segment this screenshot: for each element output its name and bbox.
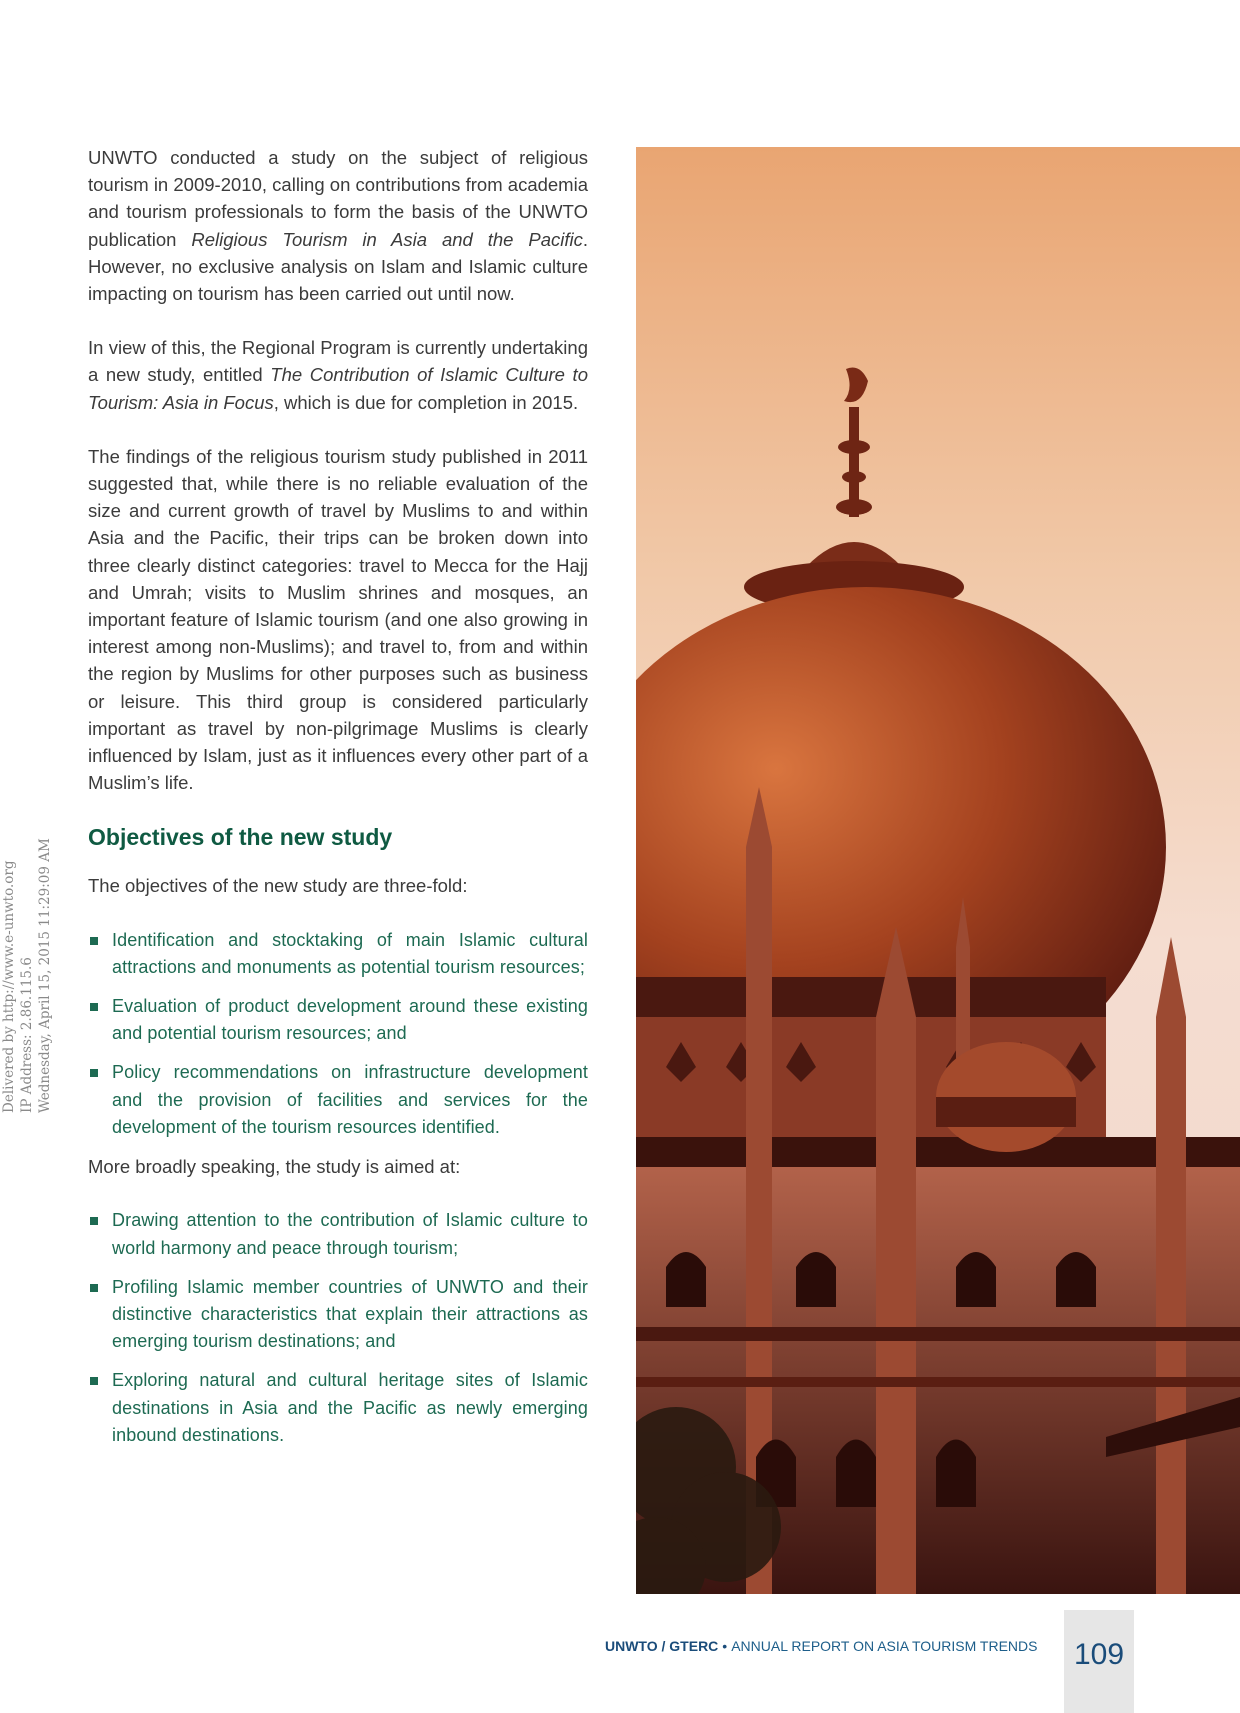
main-text-column: [88, 144, 588, 1461]
objectives-intro: The objectives of the new study are three-fold:: [88, 875, 468, 897]
page-number: 109: [1073, 1638, 1125, 1671]
study-title: The Contribution of Islamic Culture to Tourism: Asia in Focus: [88, 364, 588, 413]
objectives-list: [88, 927, 588, 1141]
bullet-square-icon: [90, 1217, 98, 1225]
footer-separator: •: [722, 1638, 728, 1654]
mosque-photo: [636, 147, 1240, 1594]
bullet-square-icon: [90, 1377, 98, 1385]
intro-paragraph-2: In view of this, the Regional Program is currently undertaking a new study, entitled The Contribution of Islamic Culture to Tourism: Asia in Focus, which is due for completion in 2015.: [88, 337, 588, 413]
running-footer: [605, 1638, 1037, 1654]
aims-list: [88, 1207, 588, 1449]
list-item: Exploring natural and cultural heritage sites of Islamic destinations in Asia and the Pacific as newly emerging inbound destinations.: [88, 1367, 588, 1449]
footer-brand: UNWTO / GTERC: [605, 1638, 719, 1654]
list-item: Identification and stocktaking of main Islamic cultural attractions and monuments as potential tourism resources;: [88, 927, 588, 981]
footer-report-title: ANNUAL REPORT ON ASIA TOURISM TRENDS: [731, 1638, 1038, 1654]
intro-paragraph-1: UNWTO conducted a study on the subject of religious tourism in 2009-2010, calling on contributions from academia and tourism professionals to form the basis of the UNWTO publication Religious Tourism in Asia and the Pacific. However, no exclusive analysis on Islam and Islamic culture impacting on tourism has been carried out until now.: [88, 147, 588, 305]
watermark-line-delivered: Delivered by http://www.e-unwto.org: [1, 860, 17, 1113]
list-item: Evaluation of product development around these existing and potential tourism resources; and: [88, 993, 588, 1047]
delivery-watermark: [0, 783, 60, 1113]
bullet-square-icon: [90, 1284, 98, 1292]
bullet-square-icon: [90, 1069, 98, 1077]
list-item: Drawing attention to the contribution of Islamic culture to world harmony and peace through tourism;: [88, 1207, 588, 1261]
broad-aims-intro: More broadly speaking, the study is aimed at:: [88, 1156, 461, 1178]
list-item: Policy recommendations on infrastructure development and the provision of facilities and services for the development of the tourism resources identified.: [88, 1059, 588, 1141]
page-number-box: [1064, 1610, 1134, 1713]
bullet-square-icon: [90, 937, 98, 945]
list-item: Profiling Islamic member countries of UNWTO and their distinctive characteristics that explain their attractions as emerging tourism destinations; and: [88, 1274, 588, 1356]
watermark-line-ip: IP Address: 2.86.115.6: [19, 957, 35, 1113]
watermark-line-date: Wednesday, April 15, 2015 11:29:09 AM: [37, 838, 53, 1113]
publication-title: Religious Tourism in Asia and the Pacific: [191, 228, 583, 250]
bullet-square-icon: [90, 1003, 98, 1011]
mosque-dome-illustration: [636, 147, 1240, 1594]
section-heading: Objectives of the new study: [88, 824, 393, 851]
findings-paragraph: The findings of the religious tourism study published in 2011 suggested that, while there is no reliable evaluation of the size and current growth of travel by Muslims to and within Asia and the Pacific, their trips can be broken down into three clearly distinct categories: travel to Mecca for the Hajj and Umrah; visits to Muslim shrines and mosques, an important feature of Islamic tourism (and one also growing in interest among non-Muslims); and travel to, from and within the region by Muslims for other purposes such as business or leisure. This third group is considered particularly important as travel by non-pilgrimage Muslims is clearly influenced by Islam, just as it influences every other part of a Muslim’s life.: [88, 445, 588, 794]
